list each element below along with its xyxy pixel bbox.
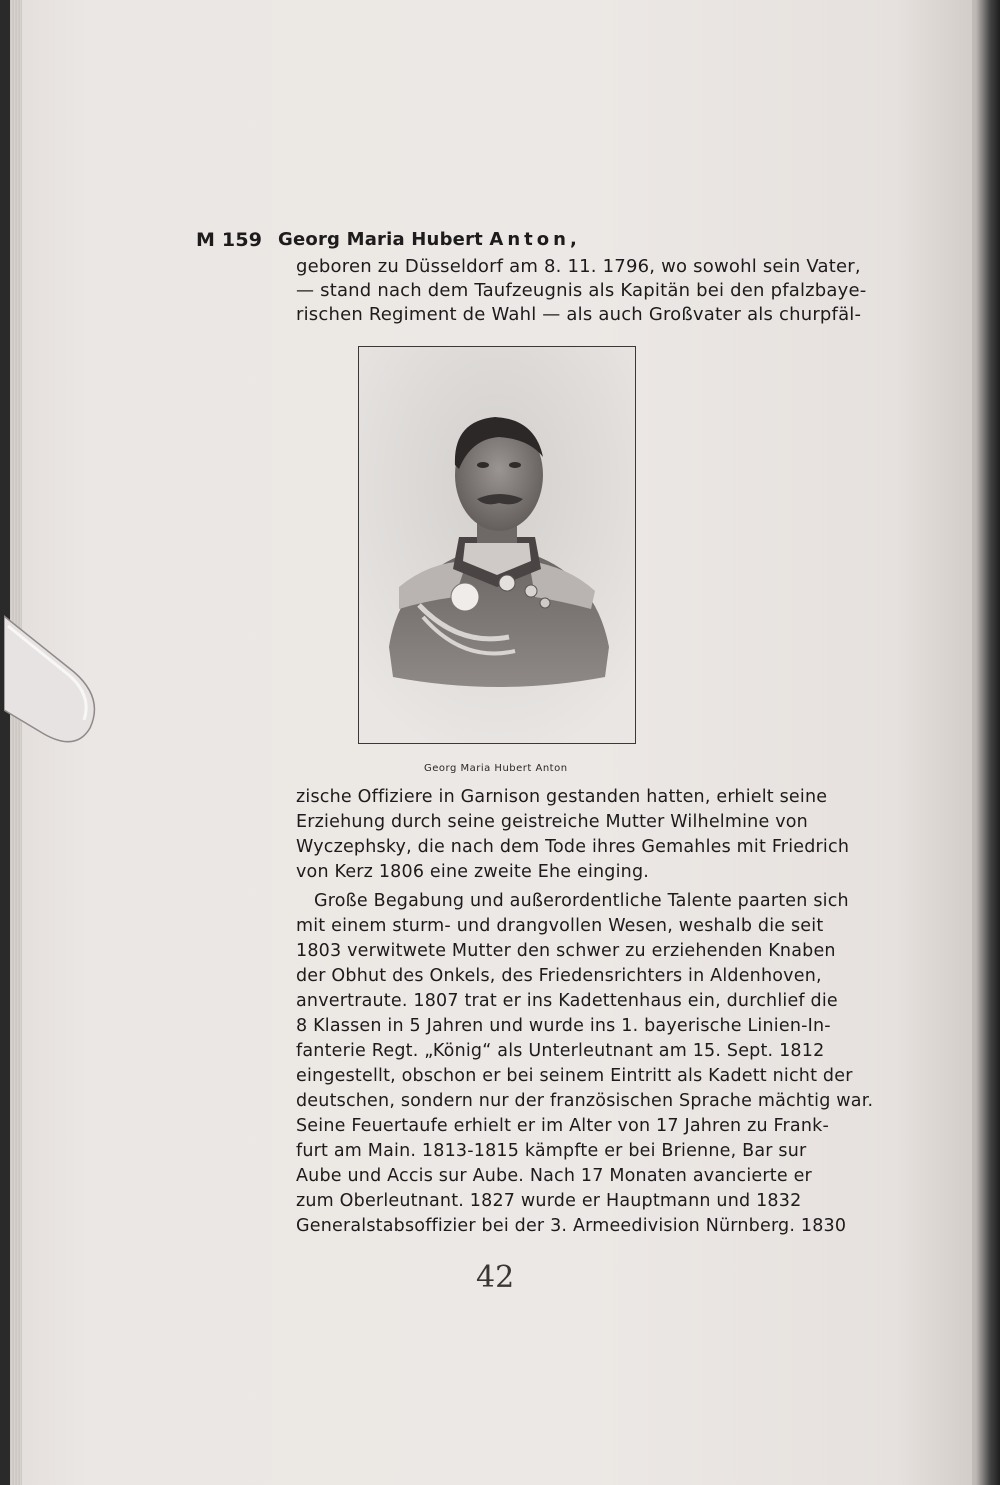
intro-line: rischen Regiment de Wahl — als auch Großvater als churpfäl- xyxy=(296,304,862,325)
photo-caption: Georg Maria Hubert Anton xyxy=(424,763,568,774)
body-line: anvertraute. 1807 trat er ins Kadettenhaus ein, durchlief die xyxy=(296,991,838,1011)
portrait-figure xyxy=(359,347,635,743)
body-line: 1803 verwitwete Mutter den schwer zu erziehenden Knaben xyxy=(296,941,836,961)
page-number: 42 xyxy=(476,1260,515,1295)
portrait-photo xyxy=(358,346,636,744)
body-line: Erziehung durch seine geistreiche Mutter Wilhelmine von xyxy=(296,812,808,832)
body-line: fanterie Regt. „König“ als Unterleutnant am 15. Sept. 1812 xyxy=(296,1041,825,1061)
body-line: mit einem sturm- und drangvollen Wesen, weshalb die seit xyxy=(296,916,824,936)
entry-id: M 159 xyxy=(196,229,263,251)
body-line: der Obhut des Onkels, des Friedensrichters in Aldenhoven, xyxy=(296,966,822,986)
intro-line: — stand nach dem Taufzeugnis als Kapitän bei den pfalzbaye- xyxy=(296,280,867,301)
entry-heading xyxy=(278,229,581,250)
body-line: furt am Main. 1813-1815 kämpfte er bei Brienne, Bar sur xyxy=(296,1141,807,1161)
body-line: Große Begabung und außerordentliche Talente paarten sich xyxy=(314,891,849,911)
body-line: zum Oberleutnant. 1827 wurde er Hauptmann und 1832 xyxy=(296,1191,802,1211)
body-line: Seine Feuertaufe erhielt er im Alter von 17 Jahren zu Frank- xyxy=(296,1116,829,1136)
entry-name-spaced: Anton, xyxy=(489,229,581,250)
body-line: deutschen, sondern nur der französischen Sprache mächtig war. xyxy=(296,1091,874,1111)
body-line: eingestellt, obschon er bei seinem Eintritt als Kadett nicht der xyxy=(296,1066,853,1086)
body-line: Aube und Accis sur Aube. Nach 17 Monaten avancierte er xyxy=(296,1166,812,1186)
intro-line: geboren zu Düsseldorf am 8. 11. 1796, wo sowohl sein Vater, xyxy=(296,256,861,277)
book-page xyxy=(10,0,972,1485)
body-line: zische Offiziere in Garnison gestanden hatten, erhielt seine xyxy=(296,787,828,807)
page-clip-icon xyxy=(4,612,108,748)
entry-name: Georg Maria Hubert xyxy=(278,229,483,250)
body-line: Wyczephsky, die nach dem Tode ihres Gemahles mit Friedrich xyxy=(296,837,850,857)
body-line: von Kerz 1806 eine zweite Ehe einging. xyxy=(296,862,650,882)
body-line: Generalstabsoffizier bei der 3. Armeedivision Nürnberg. 1830 xyxy=(296,1216,847,1236)
body-line: 8 Klassen in 5 Jahren und wurde ins 1. bayerische Linien-In- xyxy=(296,1016,831,1036)
